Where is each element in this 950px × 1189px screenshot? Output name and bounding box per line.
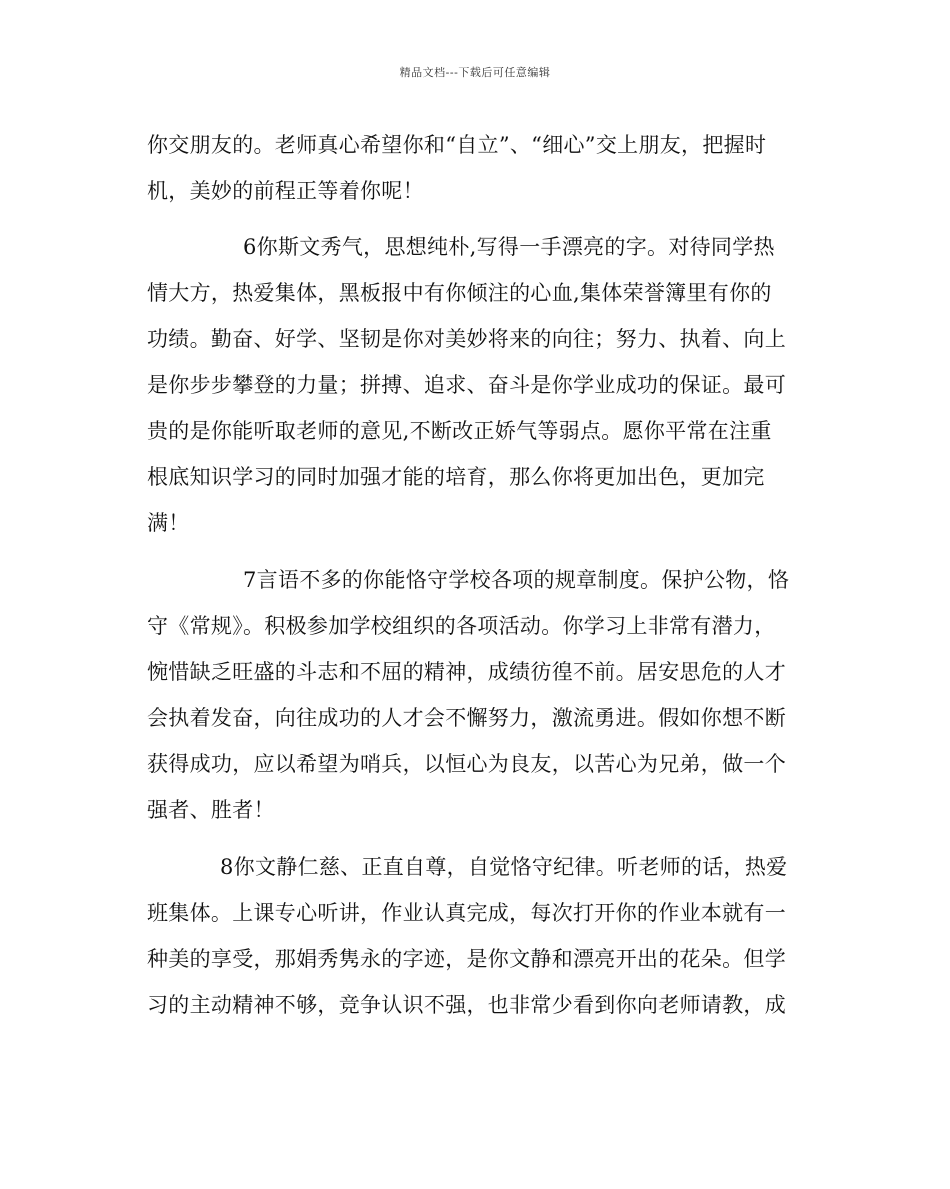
text-line: 情大方，热爱集体，黑板报中有你倾注的心血,集体荣誉簿里有你的: [147, 281, 772, 305]
text-line: 满！: [147, 511, 190, 535]
page-header: 精品文档---下载后可任意编辑: [399, 66, 551, 79]
text-line: 强者、胜者！: [147, 798, 275, 822]
text-line: 会执着发奋，向往成功的人才会不懈努力，激流勇进。假如你想不断: [147, 706, 786, 730]
text-line: 惋惜缺乏旺盛的斗志和不屈的精神，成绩彷徨不前。居安思危的人才: [147, 660, 786, 684]
text-line: 根底知识学习的同时加强才能的培育，那么你将更加出色，更加完: [147, 465, 765, 489]
paragraph-first-line: 6你斯文秀气，思想纯朴,写得一手漂亮的字。对待同学热: [243, 235, 775, 259]
text-line: 功绩。勤奋、好学、坚韧是你对美妙将来的向往；努力、执着、向上: [147, 327, 786, 351]
text-line: 获得成功，应以希望为哨兵，以恒心为良友，以苦心为兄弟，做一个: [147, 752, 786, 776]
text-line: 守《常规》。积极参加学校组织的各项活动。你学习上非常有潜力，: [147, 614, 776, 638]
text-line: 贵的是你能听取老师的意见,不断改正娇气等弱点。愿你平常在注重: [147, 419, 772, 443]
text-line: 是你步步攀登的力量；拼搏、追求、奋斗是你学业成功的保证。最可: [147, 373, 786, 397]
text-line: 机，美妙的前程正等着你呢！: [147, 179, 424, 203]
text-line: 习的主动精神不够，竞争认识不强，也非常少看到你向老师请教，成: [147, 993, 786, 1017]
paragraph-first-line: 8你文静仁慈、正直自尊，自觉恪守纪律。听老师的话，热爱: [220, 855, 788, 879]
text-line: 你交朋友的。老师真心希望你和“自立”、“细心”交上朋友，把握时: [147, 133, 767, 157]
text-line: 班集体。上课专心听讲，作业认真完成，每次打开你的作业本就有一: [147, 901, 786, 925]
text-line: 种美的享受，那娟秀隽永的字迹，是你文静和漂亮开出的花朵。但学: [147, 947, 786, 971]
paragraph-first-line: 7言语不多的你能恪守学校各项的规章制度。保护公物，恪: [243, 568, 790, 592]
